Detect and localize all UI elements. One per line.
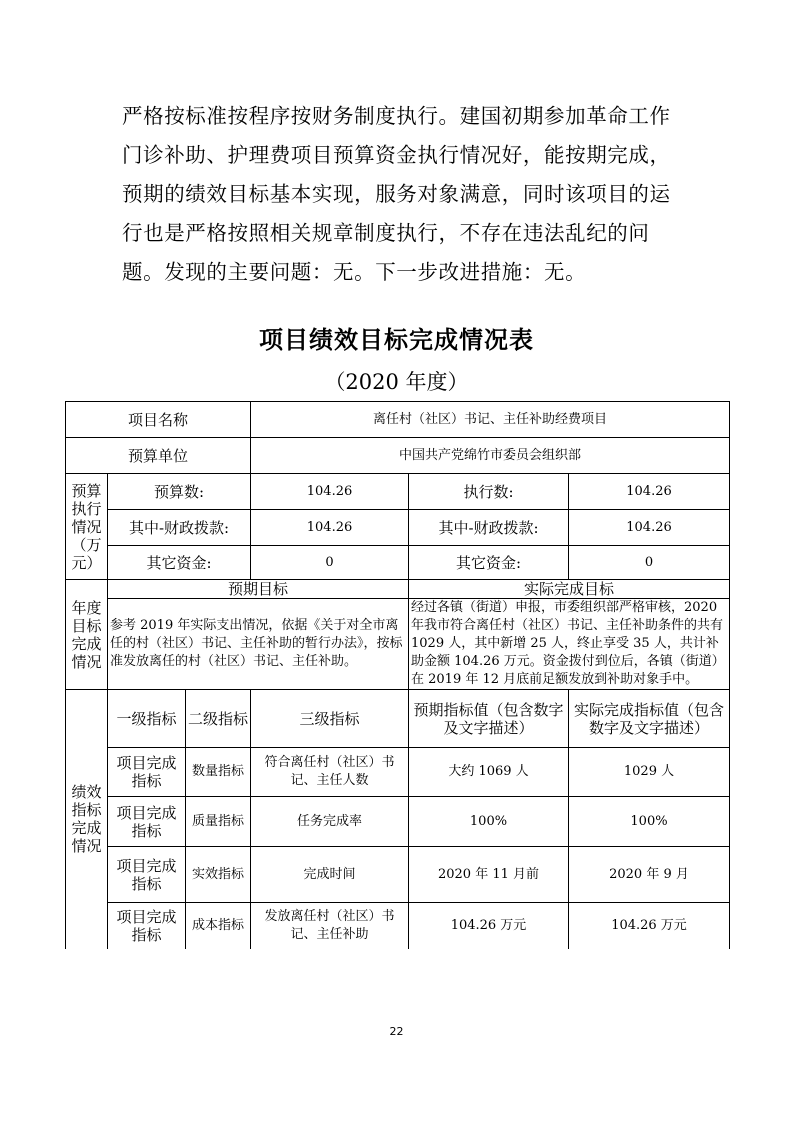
table-row [66,797,730,847]
fiscal-exec-label: 其中-财政拨款: [409,510,569,546]
row-expected: 2020 年 11 月前 [409,847,569,903]
row-level2: 质量指标 [186,797,251,847]
perf-indicator-label: 绩效指标完成情况 [66,690,108,949]
performance-table [65,401,730,949]
row-actual: 104.26 万元 [569,903,730,949]
budget-value: 104.26 [251,474,409,510]
table-row [66,847,730,903]
expected-goal-text: 参考 2019 年实际支出情况，依据《关于对全市离任的村（社区）书记、主任补助的暂行办法》，按标准发放离任的村（社区）书记、主任补助。 [108,599,409,690]
header-level2: 二级指标 [186,690,251,748]
actual-goal-header: 实际完成目标 [409,580,730,599]
exec-label: 执行数: [409,474,569,510]
budget-unit-label: 预算单位 [66,438,251,474]
budget-unit-value: 中国共产党绵竹市委员会组织部 [251,438,730,474]
row-actual: 2020 年 9 月 [569,847,730,903]
row-level3: 完成时间 [251,847,409,903]
table-row [66,748,730,797]
row-actual: 1029 人 [569,748,730,797]
paragraph-line: 门诊补助、护理费项目预算资金执行情况好，能按期完成， [122,143,671,167]
row-expected: 100% [409,797,569,847]
row-level2: 成本指标 [186,903,251,949]
page-number: 22 [389,1025,404,1038]
table-row [66,903,730,949]
row-level1: 项目完成指标 [108,748,186,797]
project-name-value: 离任村（社区）书记、主任补助经费项目 [251,402,730,438]
fiscal-exec-value: 104.26 [569,510,730,546]
row-expected: 大约 1069 人 [409,748,569,797]
header-level3: 三级指标 [251,690,409,748]
row-level3: 发放离任村（社区）书记、主任补助 [251,903,409,949]
fiscal-budget-value: 104.26 [251,510,409,546]
expected-goal-header: 预期目标 [108,580,409,599]
row-level1: 项目完成指标 [108,797,186,847]
body-paragraph [122,97,682,292]
table-subtitle: （2020 年度） [324,370,469,394]
row-level1: 项目完成指标 [108,847,186,903]
row-level3: 任务完成率 [251,797,409,847]
row-level1: 项目完成指标 [108,903,186,949]
annual-goal-label: 年度目标完成情况 [66,580,108,690]
paragraph-line: 行也是严格按照相关规章制度执行，不存在违法乱纪的问 [122,221,650,245]
other-exec-label: 其它资金: [409,546,569,580]
header-actual: 实际完成指标值（包含数字及文字描述） [569,690,730,748]
paragraph-line: 严格按标准按程序按财务制度执行。建国初期参加革命工作 [122,104,671,128]
budget-label: 预算数: [108,474,251,510]
row-expected: 104.26 万元 [409,903,569,949]
paragraph-line: 题。发现的主要问题：无。下一步改进措施：无。 [122,260,587,284]
table-title: 项目绩效目标完成情况表 [259,326,534,354]
other-label: 其它资金: [108,546,251,580]
row-level2: 实效指标 [186,847,251,903]
other-exec-value: 0 [569,546,730,580]
actual-goal-text: 经过各镇（街道）申报，市委组织部严格审核，2020 年我市符合离任村（社区）书记、主任补助条件的共有 1029 人，其中新增 25 人，终止享受 35 人，共计补助金额 104.26 万元。资金拨付到位后，各镇（街道）在 2019 年 12 月底前足额发放到补助对象手中。 [409,599,730,690]
other-budget-value: 0 [251,546,409,580]
budget-exec-label: 预算执行情况（万元） [66,474,108,580]
row-level3: 符合离任村（社区）书记、主任人数 [251,748,409,797]
header-level1: 一级指标 [108,690,186,748]
project-name-label: 项目名称 [66,402,251,438]
row-actual: 100% [569,797,730,847]
row-level2: 数量指标 [186,748,251,797]
header-expected: 预期指标值（包含数字及文字描述） [409,690,569,748]
exec-value: 104.26 [569,474,730,510]
fiscal-label: 其中-财政拨款: [108,510,251,546]
paragraph-line: 预期的绩效目标基本实现，服务对象满意，同时该项目的运 [122,182,671,206]
